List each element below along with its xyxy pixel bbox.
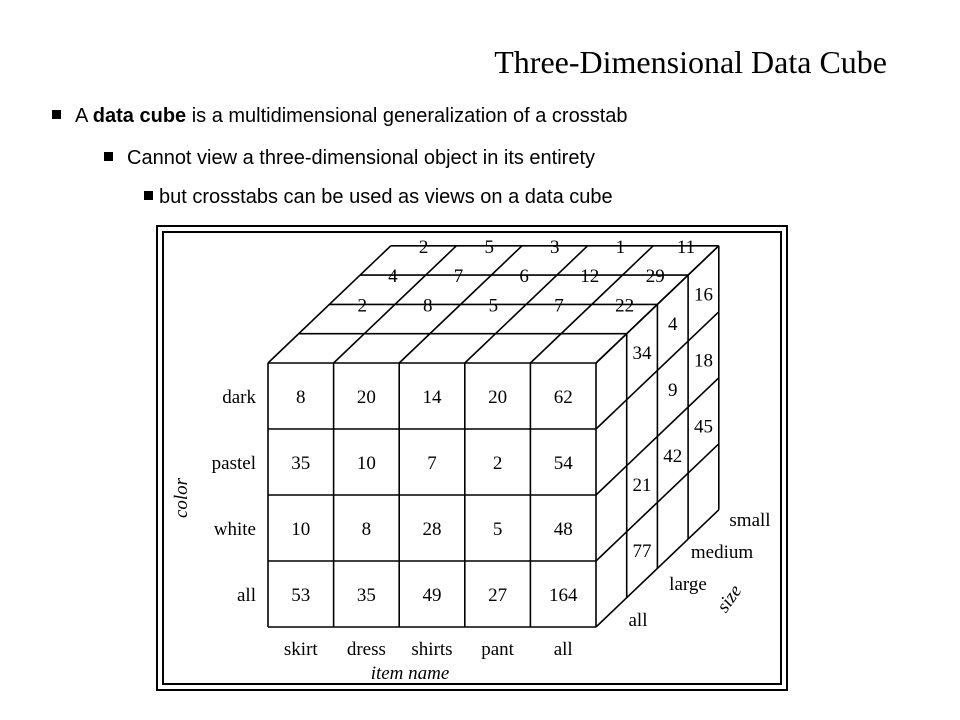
- front-cell-value: 10: [356, 453, 376, 474]
- size-label: medium: [690, 542, 754, 563]
- front-cell-value: 20: [488, 387, 508, 408]
- color-row-label: pastel: [211, 453, 256, 474]
- item-column-label: shirts: [411, 639, 453, 660]
- top-cell-value: 8: [423, 295, 433, 317]
- item-column-label: all: [553, 639, 573, 660]
- front-cell-value: 48: [553, 519, 573, 540]
- front-cell-value: 10: [291, 519, 311, 540]
- side-cell-value: 16: [693, 284, 713, 306]
- top-cell-value: 6: [519, 266, 529, 288]
- top-cell-value: 11: [676, 236, 696, 258]
- front-cell-value: 27: [488, 585, 508, 606]
- front-cell-value: 7: [427, 453, 437, 474]
- top-cell-value: 7: [554, 295, 564, 317]
- front-cell-value: 54: [553, 453, 573, 474]
- color-row-label: white: [213, 519, 256, 540]
- item-column-label: dress: [346, 639, 386, 660]
- front-cell-value: 35: [356, 585, 376, 606]
- top-cell-value: 29: [645, 266, 665, 288]
- front-cell-value: 14: [422, 387, 442, 408]
- top-cell-value: 22: [615, 295, 635, 317]
- size-label: large: [669, 574, 707, 595]
- top-cell-value: 4: [388, 266, 398, 288]
- front-cell-value: 8: [296, 387, 306, 408]
- front-cell-value: 20: [356, 387, 376, 408]
- bullet-1-bold-term: data cube: [92, 105, 187, 127]
- front-cell-value: 62: [553, 387, 573, 408]
- slide-title: Three-Dimensional Data Cube: [494, 44, 887, 80]
- front-cell-value: 164: [548, 585, 578, 606]
- front-cell-value: 28: [422, 519, 442, 540]
- item-column-label: skirt: [283, 639, 318, 660]
- top-cell-value: 2: [418, 236, 429, 258]
- side-cell-value: 77: [632, 541, 652, 563]
- side-cell-value: 18: [693, 350, 713, 372]
- bullet-2-text: Cannot view a three-dimensional object in its entirety: [127, 147, 596, 169]
- front-cell-value: 8: [361, 519, 372, 540]
- top-cell-value: 7: [453, 266, 464, 288]
- top-cell-value: 5: [484, 236, 494, 258]
- front-cell-value: 35: [291, 453, 311, 474]
- front-cell-value: 53: [291, 585, 311, 606]
- front-cell-value: 5: [492, 519, 503, 540]
- axis-title-item: item name: [370, 663, 450, 684]
- bullet-3-text: but crosstabs can be used as views on a data cube: [159, 186, 613, 208]
- side-cell-value: 4: [668, 313, 678, 335]
- color-row-label: dark: [222, 387, 256, 408]
- color-row-label: all: [237, 585, 256, 606]
- top-cell-value: 3: [550, 236, 560, 258]
- front-cell-value: 2: [492, 453, 503, 474]
- size-label: all: [628, 610, 648, 631]
- side-cell-value: 34: [632, 343, 652, 365]
- item-column-label: pant: [481, 639, 514, 660]
- bullet-1-prefix: A: [75, 105, 93, 127]
- axis-title-size: size: [712, 581, 747, 617]
- top-cell-value: 5: [488, 295, 499, 317]
- bullet-1-suffix: is a multidimensional generalization of a crosstab: [186, 105, 628, 127]
- top-cell-value: 1: [615, 236, 626, 258]
- top-cell-value: 12: [580, 266, 600, 288]
- front-cell-value: 49: [422, 585, 442, 606]
- axis-title-color: color: [171, 477, 192, 519]
- side-cell-value: 9: [668, 379, 678, 401]
- side-cell-value: 45: [693, 416, 713, 438]
- side-cell-value: 42: [663, 445, 683, 467]
- top-cell-value: 2: [357, 295, 367, 317]
- size-label: small: [729, 510, 771, 531]
- side-cell-value: 21: [632, 475, 652, 497]
